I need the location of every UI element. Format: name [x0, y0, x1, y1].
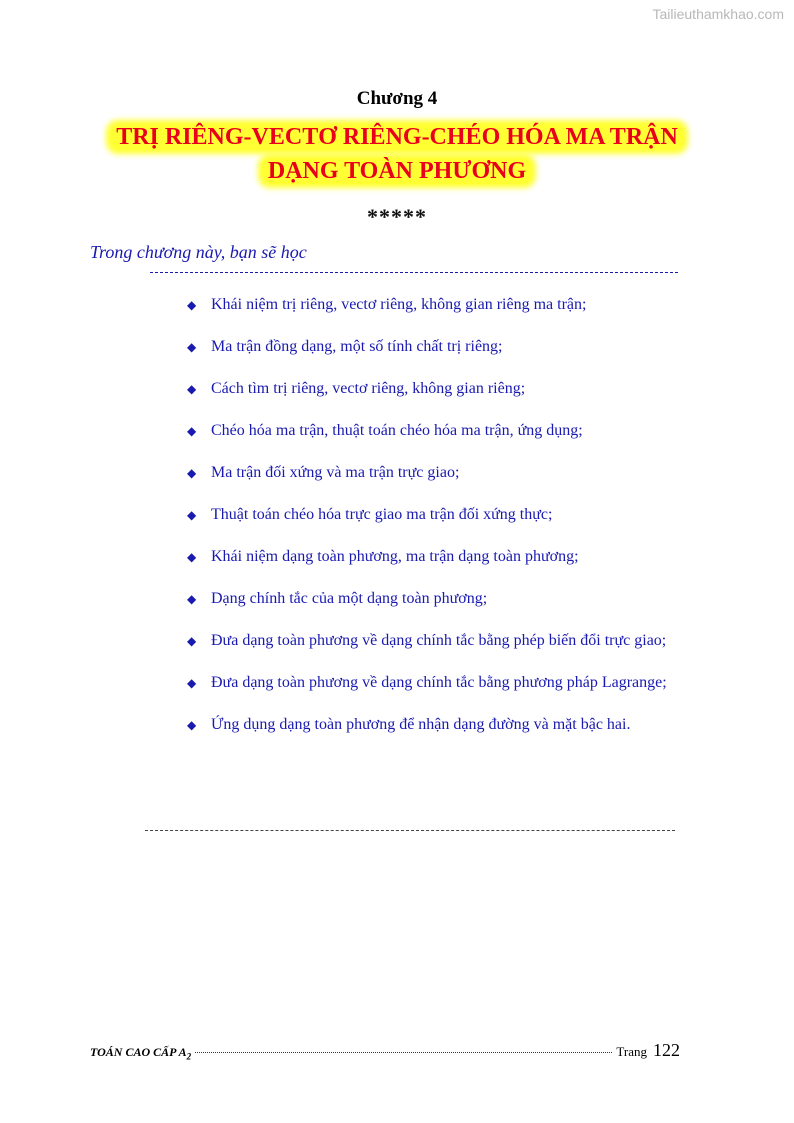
list-item: ◆ Khái niệm dạng toàn phương, ma trận dạng toàn phương;: [183, 540, 703, 574]
diamond-bullet-icon: ◆: [187, 382, 197, 396]
diamond-bullet-icon: ◆: [187, 424, 197, 438]
dashed-divider-top: [150, 272, 678, 273]
list-item: ◆ Dạng chính tắc của một dạng toàn phương;: [183, 582, 703, 616]
chapter-heading: Chương 4: [356, 88, 438, 109]
list-item: ◆ Thuật toán chéo hóa trực giao ma trận đối xứng thực;: [183, 498, 703, 532]
learning-objectives-list: [183, 288, 703, 750]
diamond-bullet-icon: ◆: [187, 298, 197, 312]
chapter-title-line-2: DẠNG TOÀN PHƯƠNG: [0, 154, 794, 188]
footer-dotted-leader: [195, 1052, 612, 1053]
list-item: ◆ Ma trận đối xứng và ma trận trực giao;: [183, 456, 703, 490]
page-footer: [90, 1040, 680, 1064]
section-separator-stars: *****: [367, 204, 427, 229]
list-item: ◆ Cách tìm trị riêng, vectơ riêng, không gian riêng;: [183, 372, 703, 406]
watermark: Tailieuthamkhao.com: [652, 6, 784, 22]
intro-text: Trong chương này, bạn sẽ học: [90, 242, 307, 262]
list-item: ◆ Chéo hóa ma trận, thuật toán chéo hóa ma trận, ứng dụng;: [183, 414, 703, 448]
footer-page-label: Trang: [616, 1044, 647, 1059]
list-item: ◆ Ứng dụng dạng toàn phương để nhận dạng đường và mặt bậc hai.: [183, 708, 703, 742]
list-item: ◆ Ma trận đồng dạng, một số tính chất trị riêng;: [183, 330, 703, 364]
diamond-bullet-icon: ◆: [187, 466, 197, 480]
footer-page-number: 122: [653, 1040, 680, 1060]
diamond-bullet-icon: ◆: [187, 508, 197, 522]
diamond-bullet-icon: ◆: [187, 676, 197, 690]
list-item: ◆ Đưa dạng toàn phương về dạng chính tắc bằng phép biến đổi trực giao;: [183, 624, 703, 658]
footer-course-title: TOÁN CAO CẤP $A_2$: [90, 1045, 192, 1062]
chapter-title-line-1: TRỊ RIÊNG-VECTƠ RIÊNG-CHÉO HÓA MA TRẬN: [0, 120, 794, 154]
diamond-bullet-icon: ◆: [187, 634, 197, 648]
diamond-bullet-icon: ◆: [187, 592, 197, 606]
list-item: ◆ Khái niệm trị riêng, vectơ riêng, không gian riêng ma trận;: [183, 288, 703, 322]
dashed-divider-bottom: [145, 830, 675, 831]
diamond-bullet-icon: ◆: [187, 718, 197, 732]
diamond-bullet-icon: ◆: [187, 550, 197, 564]
diamond-bullet-icon: ◆: [187, 340, 197, 354]
list-item: ◆ Đưa dạng toàn phương về dạng chính tắc bằng phương pháp Lagrange;: [183, 666, 703, 700]
